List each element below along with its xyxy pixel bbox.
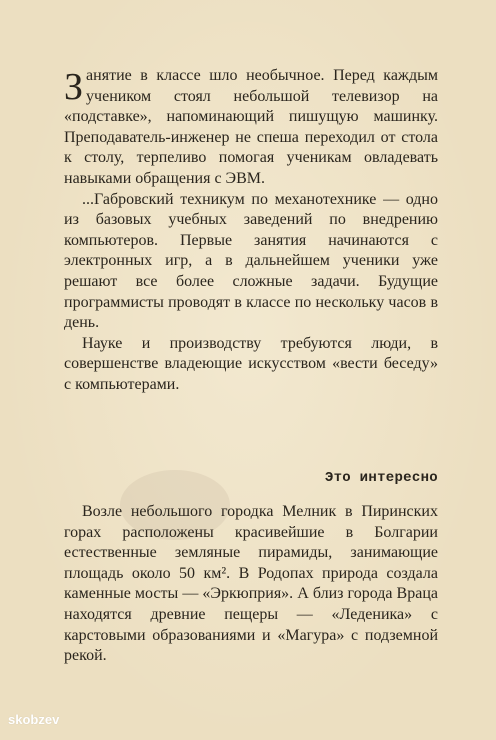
paragraph-classroom-text: анятие в классе шло необычное. Перед каждым учеником стоял небольшой телевизор на «подставке», напоминающий пишущую машинку. Преподаватель-инженер не спеша переходил от стола к столу, терпеливо помогая ученикам овладевать навыками обращения с ЭВМ.	[64, 67, 438, 187]
watermark: skobzev	[8, 712, 60, 727]
paragraph-bulgaria: Возле небольшого городка Мелник в Пиринских горах расположены красивейшие в Болгарии естественные земляные пирамиды, занимающие площадь около 50 км². В Родопах природа создала каменные мосты — «Эркюприя». А близ города Враца находятся древние пещеры — «Леденика» с карстовыми образованиями и «Магура» с подземной рекой.	[64, 503, 438, 665]
paragraph-gabrovo: ...Габровский техникум по механотехнике — одно из базовых учебных заведений по внедрению компьютеров. Первые занятия начинаются с электронных игр, а в дальнейшем ученики уже решают все более сложные задачи. Будущие программисты проводят в классе по нескольку часов в день.	[64, 190, 438, 332]
paragraph-science: Науке и производству требуются люди, в совершенстве владеющие искусством «вести беседу» с компьютерами.	[64, 334, 438, 393]
drop-cap: З	[64, 66, 84, 108]
section-heading: Это интересно	[324, 470, 438, 486]
paragraph-classroom	[64, 66, 438, 190]
interesting-text	[64, 502, 438, 667]
article-text	[64, 66, 438, 396]
